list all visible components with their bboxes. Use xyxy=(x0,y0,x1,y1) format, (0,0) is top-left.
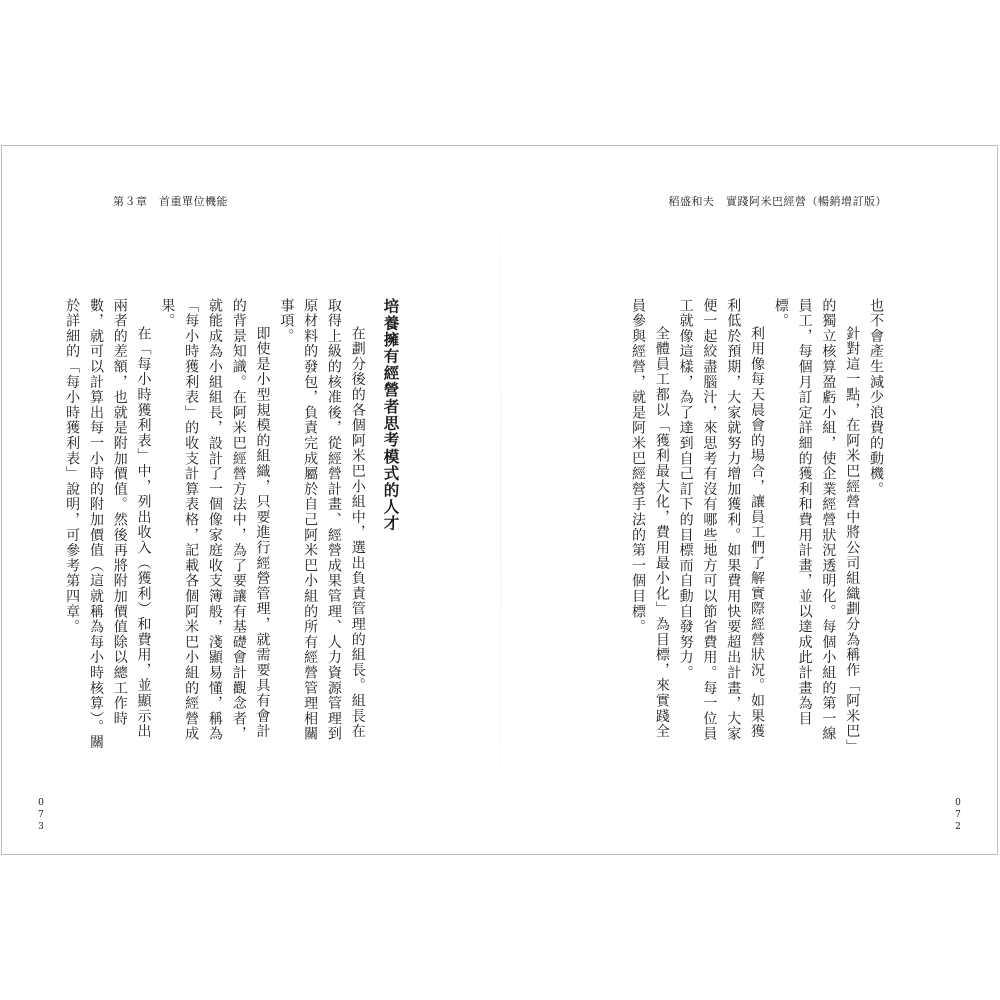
book-title-header: 稻盛和夫 實踐阿米巴經營（暢銷增訂版） xyxy=(668,195,887,208)
right-page xyxy=(500,146,998,854)
section-heading: 培養擁有經營者思考模式的人才 xyxy=(381,298,400,532)
left-page xyxy=(2,146,500,854)
page-number-left: 073 xyxy=(36,798,46,834)
chapter-header: 第３章 首重單位機能 xyxy=(113,195,228,208)
book-spread xyxy=(1,145,998,855)
body-paragraph: 在劃分後的各個阿米巴小組中，選出負責管理的組長。組長在取得上級的核准後，從經營計畫、經營成果管理、人力資源管理到原材料的發包，負責完成屬於自己阿米巴小組的所有經營管理相關事項。 xyxy=(278,298,366,742)
left-page-body xyxy=(59,298,401,750)
body-paragraph: 全體員工都以「獲利最大化，費用最小化」為目標，來實踐全員參與經營，就是阿米巴經營手法的第一個目標。 xyxy=(630,298,670,740)
body-paragraph: 也不會產生減少浪費的動機。 xyxy=(868,298,884,497)
body-paragraph: 針對這一點，在阿米巴經營中將公司組織劃分為稱作「阿米巴」的獨立核算盈虧小組，使企業經營狀況透明化。每個小組的第一線員工，每個月訂定詳細的獲利和費用計畫，並以達成此計畫為目標。 xyxy=(772,298,861,748)
body-paragraph: 利用像每天晨會的場合，讓員工們了解實際經營狀況。如果獲利低於預期，大家就努力增加獲利。如果費用快要超出計畫，大家便一起絞盡腦汁，來思考有沒有哪些地方可以節省費用。每一位員工就像這樣，為了達到自己訂下的目標而自動自發努力。 xyxy=(677,298,766,742)
body-paragraph: 在「每小時獲利表」中，列出收入（獲利）和費用，並顯示出兩者的差額，也就是附加價值。然後再將附加價值除以總工作時數，就可以計算出每一小時的附加價值（這就稱為每小時核算）。關於詳細的「每小時獲利表」說明，可參考第四章。 xyxy=(64,298,152,750)
page-number-right: 072 xyxy=(953,798,963,834)
right-page-body xyxy=(625,298,887,750)
body-paragraph: 即使是小型規模的組織，只要進行經營管理，就需要具有會計的背景知識。在阿米巴經營方法中，為了要讓有基礎會計觀念者，就能成為小組組長，設計了一個像家庭收支簿般，淺顯易懂，稱為「每小時獲利表」的收支計算表格，記載各個阿米巴小組的經營成果。 xyxy=(159,298,271,742)
